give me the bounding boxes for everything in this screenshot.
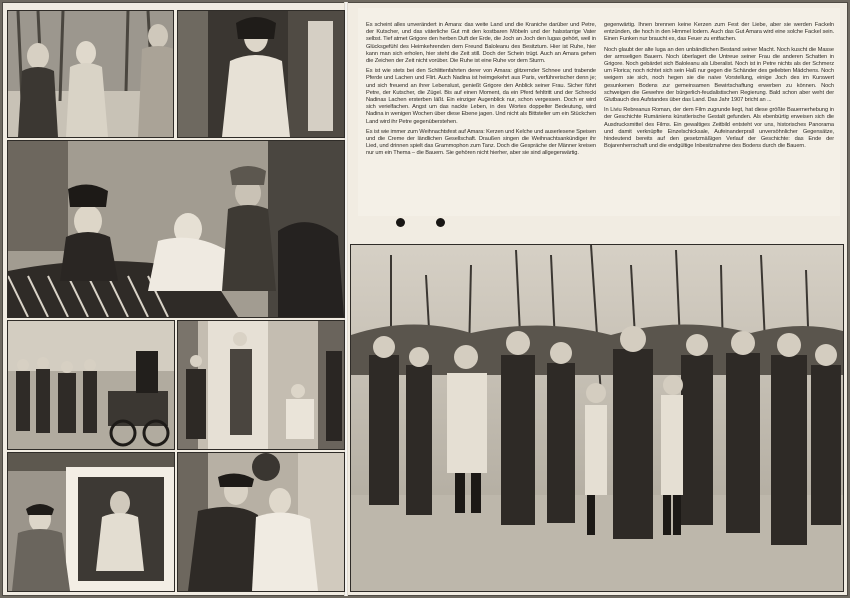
photo-sleigh-ride xyxy=(7,140,345,318)
article-paragraph: Es scheint alles unverändert in Amara: das weite Land und die Kraniche darüber und Petre, der Kutscher, und das väterliche Gut mit den kostbaren Möbeln und der halsstarrige Vater selbst. Tief atmet Grigore den herben Duft der Erde, die Joch an Joch den Iugas gehört, weil in Glücksgefühl des Heimkehrenden dem Freund Baloleanu des Besitztum. Hier ist Ruhe, hier kann man sich erholen, hier steht die Zeit still. Doch der Schein trügt. Auch an Amara gehen die Zeichen der Zeit nicht vorüber. Die Ruhe ist eine Ruhe vor dem Sturm. xyxy=(366,22,596,65)
article-paragraph: Es ist wie stets bei den Schlittenfahrten derer von Amara: glitzernder Schnee und trabende Pferde und Lachen und Flirt. Auch Nadina ist heimgekehrt aus Paris, verführerischer denn je; und sich freuend an ihrer Lebenslust, genießt Grigore den Anblick seiner Frau. Sicher führt Petre, der Kutscher, die Zügel. Bis auf einen Moment, da ein Pferd fehltritt und der Schrecki Nadinas Lachen ersterben läßt. Ein einziger Augenblick nur, schon vergessen. Doch er wird sich verielfachen. Angst um das nackte Leben, in des Wortes doppelter Bedeutung, wird Nadina in wenigen Wochen über diese Ebene jagen. Und nicht als Bittsteller um ein Stückchen Land wird ihr Petre gegenüberstehen. xyxy=(366,68,596,125)
article-paragraph: gegenwärtig. Ihnen brennen keine Kerzen zum Fest der Liebe, aber sie werden Fackeln entzünden, die hoch in den Himmel lodern. Auch das Gut Amara wird eine solche Fackel sein. Einen Funken nur braucht es, das Feuer zu entfachen. xyxy=(604,22,834,43)
photo-woman-in-doorway-icon xyxy=(178,11,344,137)
article-paragraph: Es ist wie immer zum Weihnachtsfest auf Amara: Kerzen und Kelche und auserlesene Speisen und die Creme der ländlichen Gesellschaft. Draußen singen die Weihnachtsankündiger ihr Lied, und drinnen spielt das Grammophon zum Tanz. Doch die Gespräche der Männer kreisen nur um ein Thema – die Bauern. Sie gehören nicht hierher, aber sie sind allgegenwärtig. xyxy=(366,128,596,157)
photo-sleigh-ride-icon xyxy=(8,141,344,317)
photo-woman-in-doorway xyxy=(177,10,345,138)
article-column-right xyxy=(604,22,834,208)
photo-peasant-uprising-icon xyxy=(351,245,843,591)
article-panel xyxy=(358,8,840,216)
photo-embrace xyxy=(177,452,345,592)
photo-peasant-uprising xyxy=(350,244,844,592)
article-paragraph: In Liviu Rebreanus Roman, der dem Film zugrunde liegt, hat diese größte Bauernerhebung in der Geschichte Rumäniens künstlerische Gestalt gefunden. Als ebenbürtig erweisen sich die Ausdrucksmittel des Films. Ein gewaltiges Zeitbild entsteht vor uns, historisches Panorama und damit verknüpfte Einzelschicksale, Aufeinanderprall unversöhnlicher Gegensätze, hindeutend bereits auf den gesetzmäßigen Verlauf der Geschichte: das Ende der Bojarenherrschaft und die endgültige Inbesitznahme des Bodens durch die Bauern. xyxy=(604,107,834,150)
punch-hole xyxy=(396,218,405,227)
photo-carriage-crowd xyxy=(7,320,175,450)
photo-portrait-mirror-icon xyxy=(8,453,174,591)
photo-couple-in-snow xyxy=(7,10,174,138)
photo-interior-scene xyxy=(177,320,345,450)
photo-couple-in-snow-icon xyxy=(8,11,173,137)
photo-portrait-mirror xyxy=(7,452,175,592)
photo-embrace-icon xyxy=(178,453,344,591)
punch-hole xyxy=(436,218,445,227)
article-paragraph: Noch glaubt der alte Iuga an den unbändlichen Bestand seiner Macht. Noch kuscht die Masse der armseligen Bauern. Noch überlagert die Untreue seiner Frau die anderen Schatten in Grigore. Noch gebärdet sich Baloleanu als Liberalist. Noch ist in Petre nichts als der Schmerz um Florica; noch richtet sich sein Haß nur gegen die Schänder des geliebten Mädchens. Noch weigern sie sich, noch hegen sie die naive Vorstellung, einige Joch des im Kurswert gesunkenen Bodens zur gemeinsamen Bewirtschaftung erwerben zu können. Noch schweigen die Gewehre der bürgerlich-feudalistischen Regierung. Bald schon aber weht der Glutbauch des Aufstandes über das Land. Das Jahr 1907 bricht an ... xyxy=(604,46,834,104)
article-column-left xyxy=(366,22,596,208)
photo-interior-scene-icon xyxy=(178,321,344,449)
photo-carriage-crowd-icon xyxy=(8,321,174,449)
